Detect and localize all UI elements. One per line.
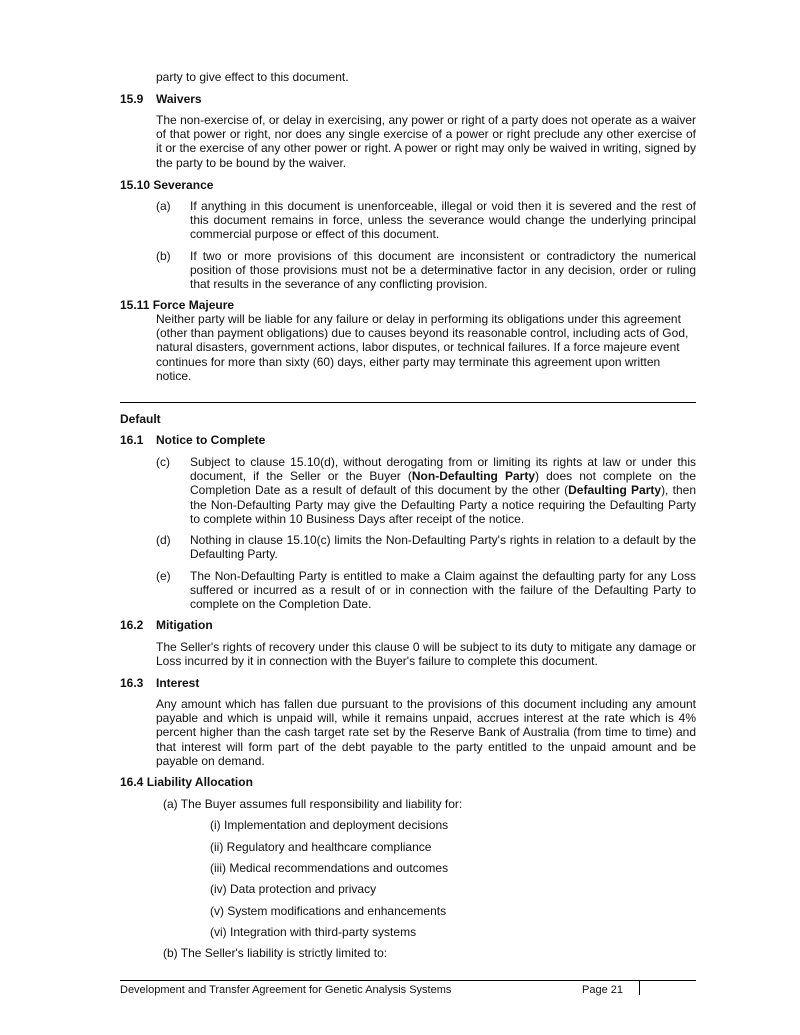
liability-sub-item: (vi) Integration with third-party systems — [210, 925, 417, 939]
section-16-4-heading: 16.4 Liability Allocation — [120, 775, 253, 789]
section-15-11-body: Neither party will be liable for any failure or delay in performing its obligations under this agreement (other than payment obligations) due to causes beyond its reasonable control, including acts of God, natural disasters, government actions, labor disputes, or technical failures. If a force majeure event continues for more than sixty (60) days, either party may terminate this agreement upon written notice. — [156, 312, 689, 383]
notice-item-e-text: The Non-Defaulting Party is entitled to make a Claim against the defaulting party for any Loss suffered or incurred as a result of or in connection with the failure of the Defaulting Party to complete on the Completion Date. — [190, 569, 696, 612]
default-heading: Default — [120, 412, 161, 426]
notice-item-c-part-2: ) does not complete on the Completion Date as a result of default of this document by the other ( — [190, 469, 696, 498]
liability-sub-item: (ii) Regulatory and healthcare compliance — [210, 840, 432, 854]
severance-item-b-text: If two or more provisions of this document are inconsistent or contradictory the numerical position of those provisions must not be a determinative factor in any decision, order or ruling that results in the severance of any conflicting provision. — [190, 249, 696, 292]
severance-item-a-label: (a) — [156, 199, 171, 213]
section-16-1-number: 16.1 — [120, 433, 144, 447]
section-15-11-heading: 15.11 Force Majeure — [120, 298, 235, 312]
section-16-2-title: Mitigation — [156, 618, 213, 632]
severance-item-b-label: (b) — [156, 249, 171, 263]
section-15-9-number: 15.9 — [120, 92, 144, 106]
section-16-3-number: 16.3 — [120, 676, 144, 690]
notice-item-c-part-3: ), then the Non-Defaulting Party may give the Defaulting Party a notice requiring the Defaulting Party to complete within 10 Business Days after receipt of the notice. — [190, 483, 696, 526]
section-15-9-body: The non-exercise of, or delay in exercising, any power or right of a party does not operate as a waiver of that power or right, nor does any single exercise of a power or right preclude any other exercise of it or the exercise of any other power or right. A power or right may only be waived in writing, signed by the party to be bound by the waiver. — [156, 113, 696, 170]
notice-item-c-label: (c) — [156, 455, 170, 469]
section-16-2-body: The Seller's rights of recovery under this clause 0 will be subject to its duty to mitigate any damage or Loss incurred by it in connection with the Buyer's failure to complete this document. — [156, 640, 696, 669]
section-16-1-title: Notice to Complete — [156, 433, 266, 447]
intro-line: party to give effect to this document. — [156, 70, 349, 84]
defaulting-party-term: Defaulting Party — [568, 483, 662, 498]
severance-item-a-text: If anything in this document is unenforceable, illegal or void then it is severed and the rest of this document remains in force, unless the severance would change the underlying principal commercial purpose or effect of this document. — [190, 199, 696, 242]
footer-rule — [120, 980, 696, 981]
section-15-10-heading: 15.10 Severance — [120, 178, 214, 192]
footer-separator — [639, 981, 640, 995]
liability-sub-item: (v) System modifications and enhancements — [210, 904, 447, 918]
notice-item-c-text — [190, 455, 696, 526]
liability-sub-item: (iv) Data protection and privacy — [210, 882, 377, 896]
non-defaulting-party-term: Non-Defaulting Party — [411, 469, 536, 484]
notice-item-c-part-1: Subject to clause 15.10(d), without derogating from or limiting its rights at law or under this document, if the Seller or the Buyer ( — [190, 455, 696, 484]
footer-page-number: Page 21 — [582, 984, 623, 996]
section-16-2-number: 16.2 — [120, 618, 144, 632]
notice-item-d-label: (d) — [156, 533, 171, 547]
liability-item-b: (b) The Seller's liability is strictly limited to: — [163, 946, 388, 960]
notice-item-e-label: (e) — [156, 569, 171, 583]
liability-sub-item: (iii) Medical recommendations and outcomes — [210, 861, 449, 875]
section-16-3-title: Interest — [156, 676, 200, 690]
footer-title: Development and Transfer Agreement for Genetic Analysis Systems — [120, 984, 452, 996]
section-15-9-title: Waivers — [156, 92, 202, 106]
liability-item-a: (a) The Buyer assumes full responsibility and liability for: — [163, 797, 463, 811]
liability-sub-item: (i) Implementation and deployment decisions — [210, 818, 449, 832]
section-divider — [120, 402, 696, 403]
notice-item-d-text: Nothing in clause 15.10(c) limits the Non-Defaulting Party's rights in relation to a default by the Defaulting Party. — [190, 533, 696, 562]
section-16-3-body: Any amount which has fallen due pursuant to the provisions of this document including any amount payable and which is unpaid will, while it remains unpaid, accrues interest at the rate which is 4% percent higher than the cash target rate set by the Reserve Bank of Australia (from time to time) and that interest will form part of the debt payable to the party entitled to the unpaid amount and be payable on demand. — [156, 697, 696, 768]
